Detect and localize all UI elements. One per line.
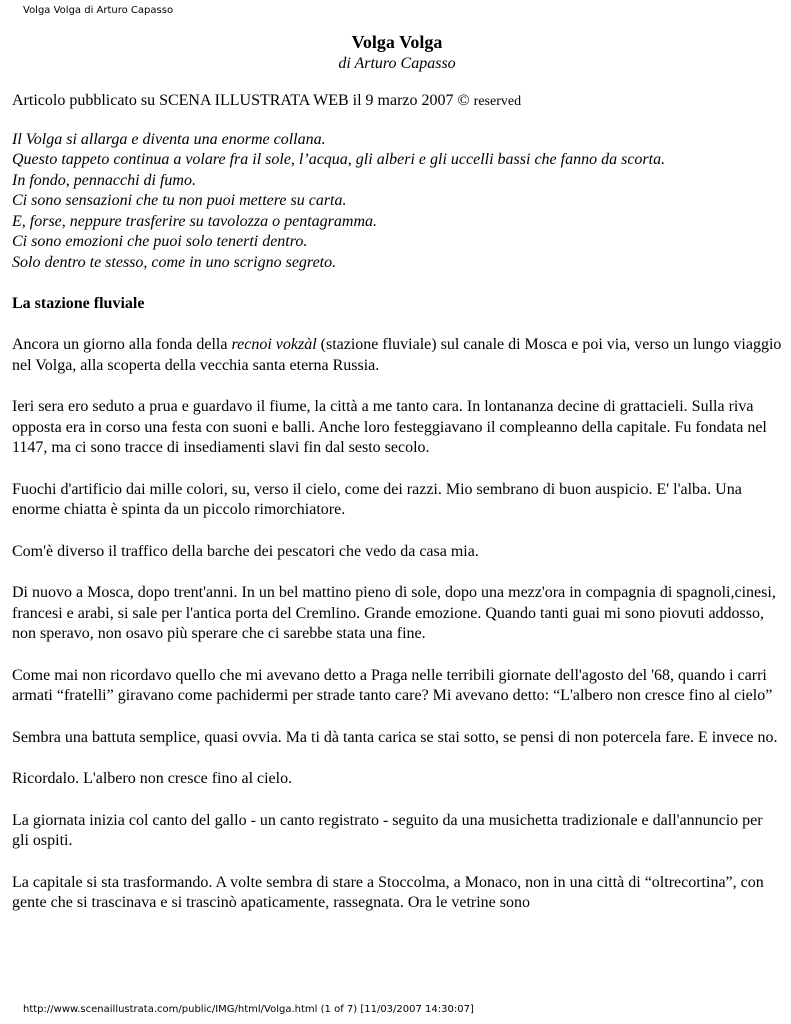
article-byline: di Arturo Capasso [338, 55, 456, 72]
publication-note [12, 91, 782, 113]
poem-line: In fondo, pennacchi di fumo. [12, 171, 196, 189]
paragraph: Ricordalo. L'albero non cresce fino al cielo. [12, 770, 293, 787]
poem-line: Il Volga si allarga e diventa una enorme collana. [12, 130, 326, 148]
paragraph: Come mai non ricordavo quello che mi avevano detto a Praga nelle terribili giornate dell'agosto del '68, quando i carri armati “fratelli” giravano come pachidermi per strade tanto care? Mi avevano detto: “L'albero non cresce fino al cielo” [12, 666, 773, 704]
publication-note-text: Articolo pubblicato su SCENA ILLUSTRATA WEB il 9 marzo 2007 © [12, 92, 470, 109]
section-heading: La stazione fluviale [12, 295, 145, 312]
paragraph-text: Ancora un giorno alla fonda della [12, 336, 232, 353]
page-header: Volga Volga di Arturo Capasso [23, 5, 174, 16]
article [12, 30, 782, 914]
publication-note-reserved: reserved [473, 94, 522, 109]
paragraph-text: (stazione fluviale) sul canale di Mosca e poi via, verso un lungo viaggio nel Volga, alla scoperta della vecchia santa eterna Russia. [12, 336, 782, 374]
poem [12, 130, 782, 274]
paragraph: Ieri sera ero seduto a prua e guardavo il fiume, la città a me tanto cara. In lontananza decine di grattacieli. Sulla riva opposta era in corso una festa con suoni e balli. Anche loro festeggiavano il compleanno della capitale. Fu fondata nel 1147, ma ci sono tracce di insediamenti slavi fin dal sesto secolo. [12, 398, 767, 456]
article-title: Volga Volga [351, 32, 443, 52]
paragraph-emphasis: recnoi vokzàl [231, 336, 317, 353]
paragraph: Com'è diverso il traffico della barche dei pescatori che vedo da casa mia. [12, 542, 479, 560]
poem-line: Ci sono sensazioni che tu non puoi mettere su carta. [12, 192, 347, 209]
paragraph: Fuochi d'artificio dai mille colori, su, verso il cielo, come dei razzi. Mio sembrano di buon auspicio. E' l'alba. Una enorme chiatta è spinta da un piccolo rimorchiatore. [12, 480, 742, 518]
poem-line: Solo dentro te stesso, come in uno scrigno segreto. [12, 253, 337, 271]
paragraph [12, 335, 782, 376]
poem-line: Ci sono emozioni che puoi solo tenerti dentro. [12, 233, 308, 250]
paragraph: Di nuovo a Mosca, dopo trent'anni. In un bel mattino pieno di sole, dopo una mezz'ora in compagnia di spagnoli,cinesi, francesi e arabi, si sale per l'antica porta del Cremlino. Grande emozione. Quando tanti guai mi sono piovuti addosso, non speravo, non osavo più sperare che ci sarebbe stata una fine. [12, 584, 776, 642]
paragraph: Sembra una battuta semplice, quasi ovvia. Ma ti dà tanta carica se stai sotto, se pensi di non potercela fare. E invece no. [12, 728, 778, 746]
poem-line: Questo tappeto continua a volare fra il sole, l’acqua, gli alberi e gli uccelli bassi che fanno da scorta. [12, 151, 666, 168]
paragraph: La giornata inizia col canto del gallo - un canto registrato - seguito da una musichetta tradizionale e dall'annuncio per gli ospiti. [12, 811, 763, 849]
paragraph: La capitale si sta trasformando. A volte sembra di stare a Stoccolma, a Monaco, non in una città di “oltrecortina”, con gente che si trascinava e si trascinò apaticamente, rassegnata. Ora le vetrine sono [12, 873, 764, 911]
page-footer-url: http://www.scenaillustrata.com/public/IMG/html/Volga.html (1 of 7) [11/03/2007 14:30:07] [23, 1004, 474, 1015]
poem-line: E, forse, neppure trasferire su tavolozza o pentagramma. [12, 212, 378, 230]
